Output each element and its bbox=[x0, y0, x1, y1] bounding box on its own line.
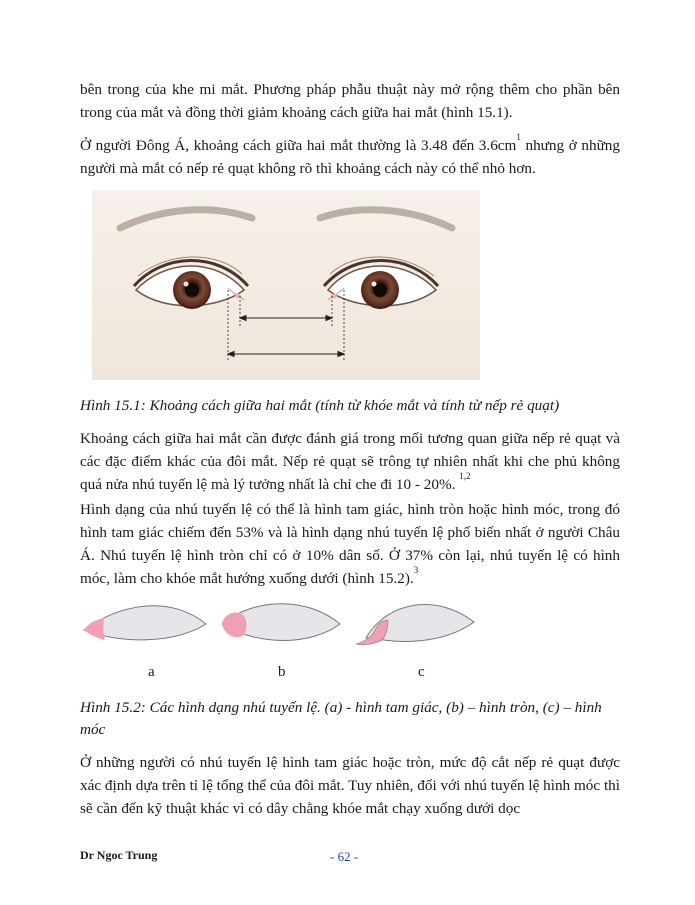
citation-sup: 1 bbox=[516, 132, 521, 142]
page-number: - 62 - bbox=[330, 849, 359, 864]
paragraph-2-text-a: Ở người Đông Á, khoảng cách giữa hai mắt thường là 3.48 đến 3.6cm bbox=[80, 137, 517, 154]
caruncle-shapes-figure bbox=[82, 598, 482, 648]
paragraph-5: Ở những người có nhú tuyến lệ hình tam giác hoặc tròn, mức độ cắt nếp rẻ quạt được xác định dựa trên tỉ lệ tổng thể của đôi mắt. Tuy nhiên, đối với nhú tuyến lệ hình móc thì sẽ cần đến kỹ thuật khác vì có dây chằng khóe mắt chạy xuống dưới dọc bbox=[80, 754, 620, 817]
paragraph-4-text: Hình dạng của nhú tuyến lệ có thể là hình tam giác, hình tròn hoặc hình móc, trong đó hình tam giác chiếm đến 53% và là hình dạng nhú tuyến lệ phổ biến nhất ở người Châu Á. Nhú tuyến lệ hình tròn chỉ có ở 10% dân số. Ở 37% còn lại, nhú tuyến lệ có hình móc, làm cho khóe mắt hướng xuống dưới (hình 15.2). bbox=[80, 501, 620, 587]
shape-c-hook bbox=[356, 605, 474, 645]
eyes-distance-figure bbox=[92, 190, 480, 380]
footer-author: Dr Ngoc Trung bbox=[80, 848, 158, 862]
paragraph-1: bên trong của khe mi mắt. Phương pháp phẫu thuật này mở rộng thêm cho phần bên trong của mắt và đồng thời giảm khoảng cách giữa hai mắt (hình 15.1). bbox=[80, 81, 620, 121]
paragraph-3-text: Khoảng cách giữa hai mắt cần được đánh giá trong mối tương quan giữa nếp rẻ quạt và các đặc điểm khác của đôi mắt. Nếp rẻ quạt sẽ trông tự nhiên nhất khi che phủ không quá nửa nhú tuyến lệ mà lý tưởng nhất là chỉ che đi 10 - 20%. bbox=[80, 430, 620, 493]
citation-sup: 1,2 bbox=[459, 471, 471, 481]
paragraph-2-text-b: nhưng ở những người mà mắt có nếp rẻ quạt không rõ thì khoảng cách này có thể nhỏ hơn. bbox=[80, 137, 620, 177]
shape-a-triangle bbox=[84, 606, 206, 640]
label-a: a bbox=[148, 664, 155, 680]
paragraph-4 bbox=[80, 498, 620, 590]
paragraph-3 bbox=[80, 427, 620, 496]
citation-sup: 3 bbox=[413, 565, 419, 575]
shape-b-round bbox=[222, 604, 340, 641]
figure-15-2-caption: Hình 15.2: Các hình dạng nhú tuyến lệ. (a) - hình tam giác, (b) – hình tròn, (c) – hình móc bbox=[80, 699, 602, 738]
label-c: c bbox=[418, 664, 425, 680]
label-b: b bbox=[278, 664, 286, 680]
paragraph-2 bbox=[80, 134, 620, 180]
figure-15-1-caption: Hình 15.1: Khoảng cách giữa hai mắt (tính từ khóe mắt và tính từ nếp rẻ quạt) bbox=[80, 397, 560, 414]
